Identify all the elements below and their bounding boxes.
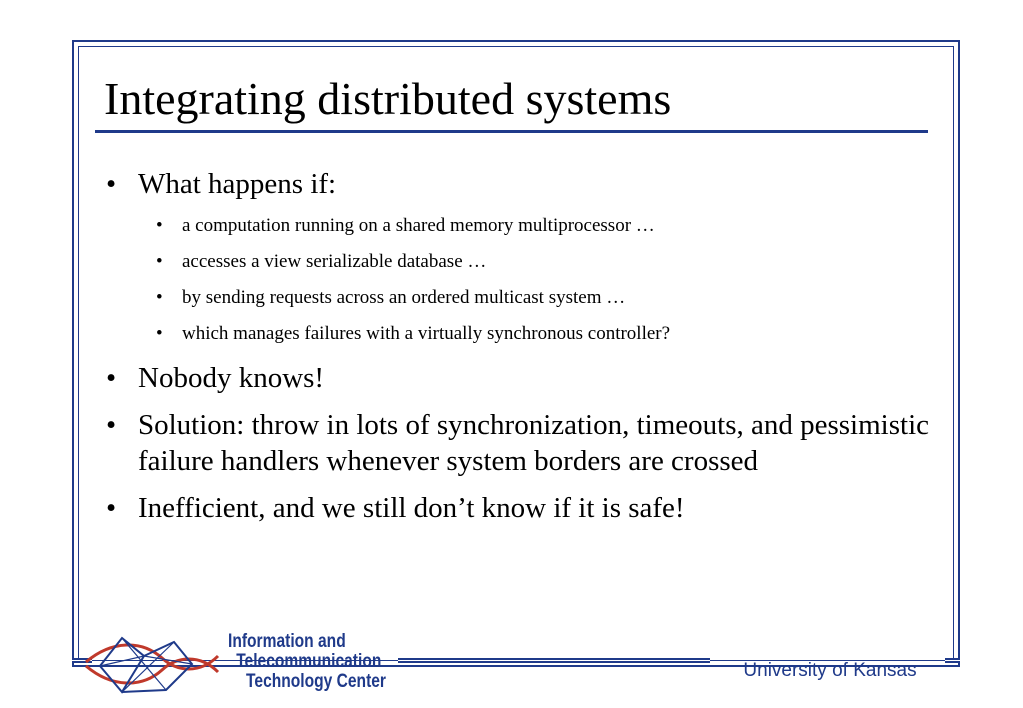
bullet-item [100,360,930,396]
bullet-text: Inefficient, and we still don’t know if it is safe! [138,492,685,524]
sub-bullet-dot: • [156,251,163,272]
ittc-logo-icon [82,632,222,698]
bullet-text: Nobody knows! [138,362,325,394]
logo-line: Information and [228,631,346,652]
university-name: University of Kansas [743,660,917,681]
bullet-dot: • [106,168,117,200]
sub-bullet-text: which manages failures with a virtually synchronous controller? [182,323,671,344]
sub-bullet-dot: • [156,323,163,344]
footer-rule-right [945,658,960,663]
sub-bullet-text: by sending requests across an ordered multicast system … [182,287,626,308]
bullet-item [100,166,930,202]
bullet-dot: • [106,409,117,441]
sub-bullet-dot: • [156,287,163,308]
title-underline [95,130,928,133]
ittc-logo-text [228,631,386,692]
sub-bullet-text: a computation running on a shared memory multiprocessor … [182,215,655,236]
bullet-dot: • [106,362,117,394]
sub-bullet-item [100,214,930,238]
bullet-item [100,490,930,526]
sub-bullet-item [100,250,930,274]
sub-bullet-item [100,286,930,310]
sub-bullet-dot: • [156,215,163,236]
bullet-text: Solution: throw in lots of synchronization, timeouts, and pessimistic failure handlers whenever system borders are crossed [138,409,930,477]
bullet-list [100,166,930,537]
bullet-dot: • [106,492,117,524]
slide-title: Integrating distributed systems [104,73,672,124]
logo-line: Telecommunication [236,651,382,672]
bullet-text: What happens if: [138,168,337,200]
footer-rule-middle [398,658,710,663]
sub-bullet-item [100,322,930,346]
logo-line: Technology Center [246,671,386,692]
bullet-item [100,407,930,479]
sub-bullet-list [100,214,930,346]
sub-bullet-text: accesses a view serializable database … [182,251,487,272]
